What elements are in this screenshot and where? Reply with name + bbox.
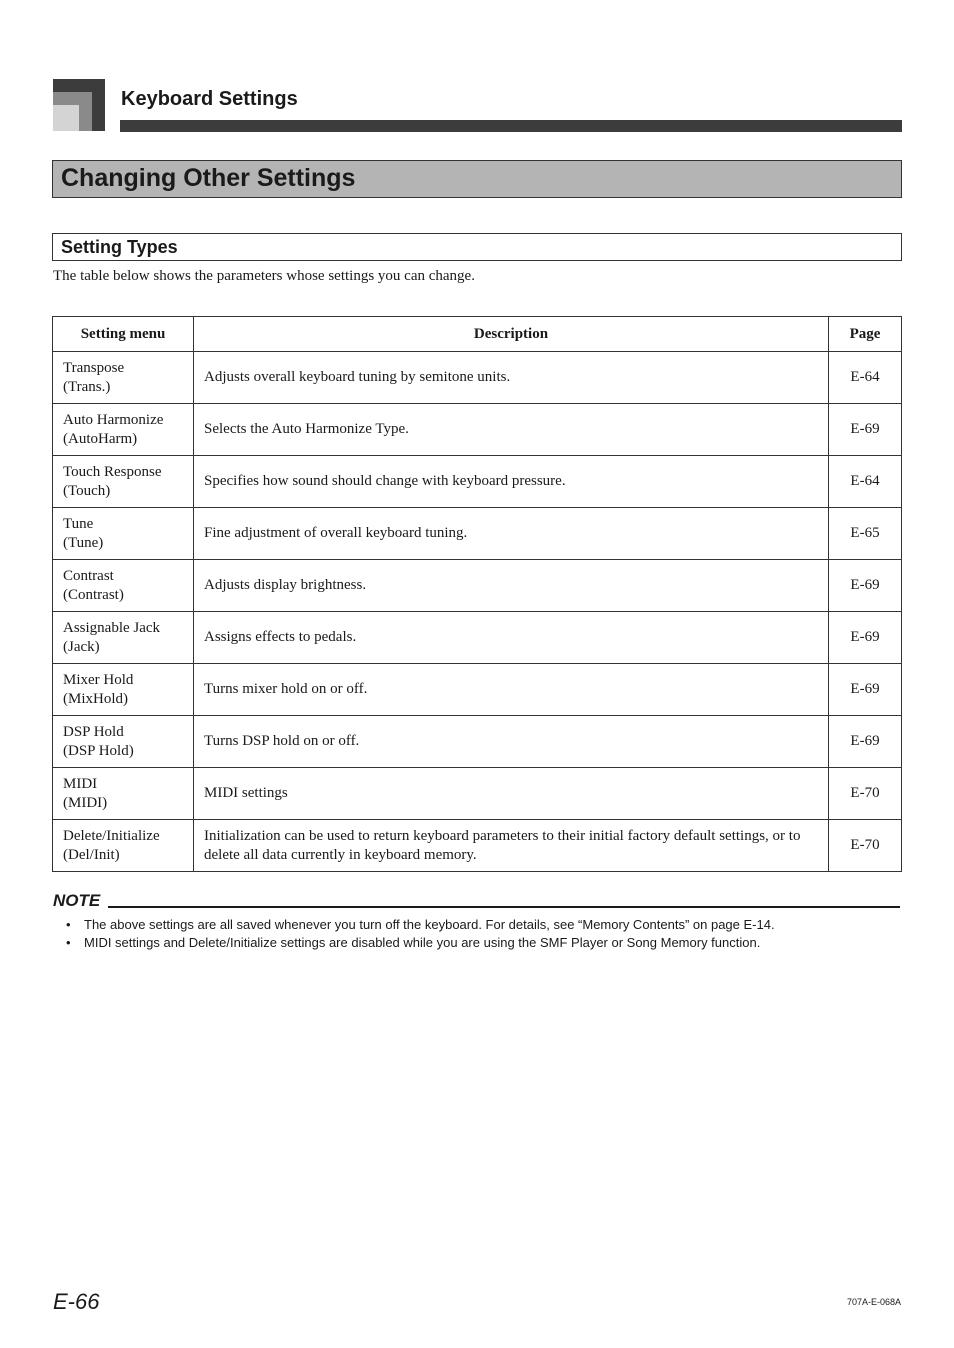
setting-menu-cell: [53, 560, 194, 612]
header-rule: [120, 120, 902, 132]
page-reference-cell: E-64: [829, 352, 902, 404]
page-title-bar: [52, 160, 902, 198]
page-reference-cell: E-69: [829, 664, 902, 716]
column-header-description: Description: [194, 317, 829, 352]
page-reference-cell: E-69: [829, 716, 902, 768]
table-row: [53, 768, 902, 820]
bullet-icon: •: [66, 935, 71, 950]
setting-menu-cell: [53, 820, 194, 872]
page-reference-cell: E-64: [829, 456, 902, 508]
page-reference-cell: E-69: [829, 560, 902, 612]
setting-name: Delete/Initialize: [63, 827, 160, 844]
setting-name: DSP Hold: [63, 723, 124, 740]
note-list: [66, 916, 900, 952]
table-row: [53, 612, 902, 664]
section-corner-mark: [53, 79, 105, 131]
setting-menu-cell: [53, 612, 194, 664]
intro-text: The table below shows the parameters whose settings you can change.: [53, 268, 475, 284]
description-cell: Selects the Auto Harmonize Type.: [194, 404, 829, 456]
subsection-title: Setting Types: [61, 237, 178, 257]
setting-name: Auto Harmonize: [63, 411, 164, 428]
setting-menu-cell: [53, 456, 194, 508]
description-cell: Specifies how sound should change with keyboard pressure.: [194, 456, 829, 508]
note-label: NOTE: [53, 891, 101, 910]
note-item: [66, 916, 900, 934]
subsection-title-bar: [52, 233, 902, 261]
corner-mark-light-square: [53, 105, 79, 131]
setting-abbreviation: (AutoHarm): [63, 430, 138, 447]
setting-menu-cell: [53, 716, 194, 768]
table-row: [53, 352, 902, 404]
note-rule: [108, 906, 900, 908]
column-header-setting-menu: Setting menu: [53, 317, 194, 352]
bullet-icon: •: [66, 917, 71, 932]
page-reference-cell: E-65: [829, 508, 902, 560]
setting-name: Touch Response: [63, 463, 162, 480]
description-cell: Turns mixer hold on or off.: [194, 664, 829, 716]
setting-abbreviation: (Trans.): [63, 378, 111, 395]
table-row: [53, 456, 902, 508]
section-label: Keyboard Settings: [121, 88, 298, 110]
setting-name: Tune: [63, 515, 94, 532]
note-text: MIDI settings and Delete/Initialize settings are disabled while you are using the SMF Player or Song Memory function.: [84, 935, 761, 950]
page-reference-cell: E-70: [829, 820, 902, 872]
table-row: [53, 508, 902, 560]
table-row: [53, 820, 902, 872]
setting-menu-cell: [53, 352, 194, 404]
description-cell: Initialization can be used to return keyboard parameters to their initial factory default settings, or to delete all data currently in keyboard memory.: [194, 820, 829, 872]
setting-menu-cell: [53, 768, 194, 820]
description-cell: Adjusts overall keyboard tuning by semitone units.: [194, 352, 829, 404]
setting-abbreviation: (Touch): [63, 482, 111, 499]
setting-abbreviation: (MIDI): [63, 794, 108, 811]
table-row: [53, 716, 902, 768]
setting-abbreviation: (MixHold): [63, 690, 128, 707]
table-header-row: [53, 317, 902, 352]
description-cell: Adjusts display brightness.: [194, 560, 829, 612]
note-text: The above settings are all saved whenever you turn off the keyboard. For details, see “Memory Contents” on page E-14.: [84, 917, 775, 932]
note-item: [66, 934, 900, 952]
description-cell: Assigns effects to pedals.: [194, 612, 829, 664]
page-reference-cell: E-69: [829, 404, 902, 456]
setting-menu-cell: [53, 508, 194, 560]
page-reference-cell: E-69: [829, 612, 902, 664]
description-cell: Turns DSP hold on or off.: [194, 716, 829, 768]
table-row: [53, 664, 902, 716]
setting-abbreviation: (Jack): [63, 638, 100, 655]
setting-abbreviation: (Tune): [63, 534, 104, 551]
table-row: [53, 560, 902, 612]
setting-name: Contrast: [63, 567, 114, 584]
setting-menu-cell: [53, 404, 194, 456]
setting-abbreviation: (DSP Hold): [63, 742, 134, 759]
setting-menu-cell: [53, 664, 194, 716]
description-cell: Fine adjustment of overall keyboard tuning.: [194, 508, 829, 560]
setting-name: MIDI: [63, 775, 98, 792]
document-code: 707A-E-068A: [846, 1297, 901, 1307]
setting-name: Assignable Jack: [63, 619, 161, 636]
page-reference-cell: E-70: [829, 768, 902, 820]
settings-table: [52, 316, 902, 872]
setting-name: Mixer Hold: [63, 671, 134, 688]
column-header-page: Page: [829, 317, 902, 352]
setting-name: Transpose: [63, 359, 125, 376]
table-row: [53, 404, 902, 456]
page-number: E-66: [53, 1289, 100, 1314]
setting-abbreviation: (Contrast): [63, 586, 124, 603]
page-title: Changing Other Settings: [61, 164, 356, 192]
setting-abbreviation: (Del/Init): [63, 846, 120, 863]
description-cell: MIDI settings: [194, 768, 829, 820]
